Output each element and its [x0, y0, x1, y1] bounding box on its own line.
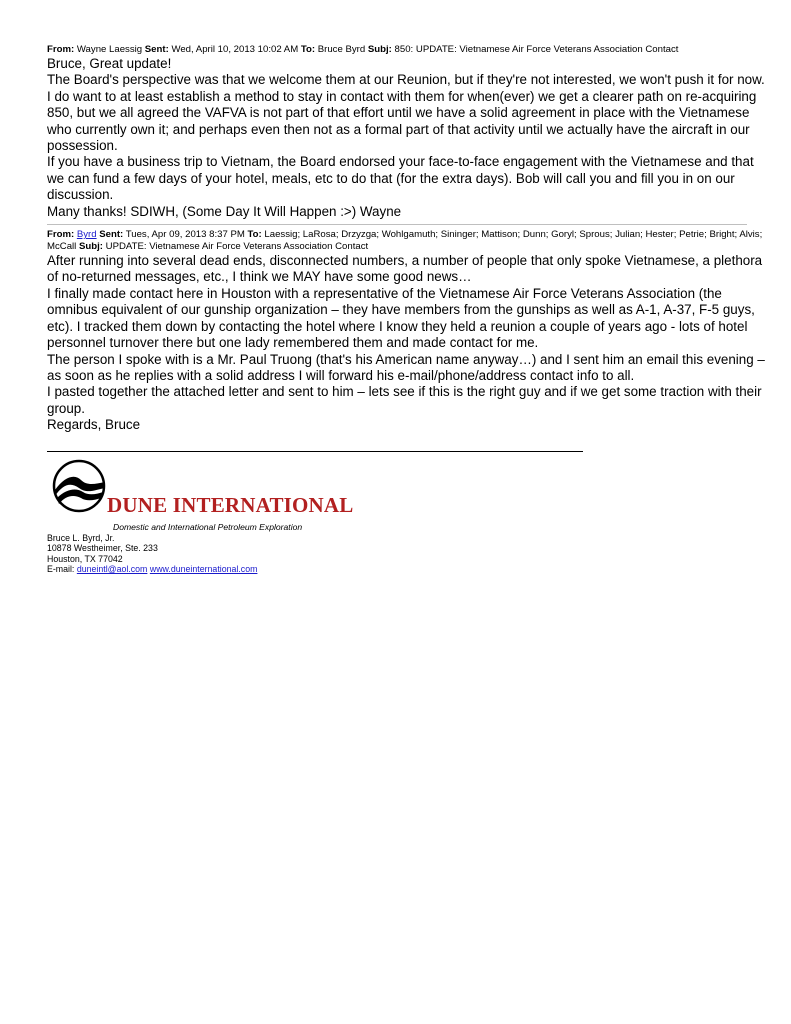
email-paragraph: If you have a business trip to Vietnam, the Board endorsed your face-to-face engagement with the Vietnamese and that we can fund a few days of your hotel, meals, etc to do that (for the extra days). Bob will call you and fill you in on our discussion.: [47, 154, 754, 203]
signature-block: [47, 452, 767, 592]
subject-value: UPDATE: Vietnamese Air Force Veterans Association Contact: [105, 241, 369, 253]
to-value: Laessig; LaRosa; Drzyzga; Wohlgamuth; Sininger; Mattison; Dunn; Goryl; Sprous; Julian; Hester; Petrie; Bright; Alvis; McCall: [47, 229, 763, 253]
email-paragraph: The Board's perspective was that we welcome them at our Reunion, but if they're not interested, we won't push it for now. I do want to at least establish a method to stay in contact with them for when(ever) we get a clearer path on re-acquiring 850, but we all agreed the VAFVA is not part of that effort until we have a solid agreement in place with the Vietnamese who currently own it; and perhaps even then not as a formal part of that activity until we actually have the aircraft in our possession.: [47, 72, 765, 154]
to-label: To:: [300, 44, 316, 55]
to-label: To:: [247, 229, 262, 241]
contact-details: [47, 533, 257, 575]
globe-wave-logo-icon: [51, 458, 109, 514]
email-divider: [47, 224, 747, 225]
company-tagline: Domestic and International Petroleum Exploration: [113, 521, 303, 532]
contact-address-line-1: 10878 Westheimer, Ste. 233: [47, 543, 158, 554]
website-link[interactable]: www.duneinternational.com: [149, 564, 258, 575]
subject-label: Subj:: [79, 241, 103, 253]
email-link[interactable]: duneintl@aol.com: [76, 564, 148, 575]
contact-email-line: [47, 564, 257, 575]
email-paragraph: I pasted together the attached letter and sent to him – lets see if this is the right guy and if we get some traction with their group.: [47, 384, 762, 416]
sent-value: Wed, April 10, 2013 10:02 AM: [171, 44, 299, 55]
company-name: DUNE INTERNATIONAL: [107, 492, 354, 517]
email-paragraph: The person I spoke with is a Mr. Paul Truong (that's his American name anyway…) and I sent him an email this evening – as soon as he replies with a solid address I will forward his e-mail/phone/address contact info to all.: [47, 351, 765, 383]
to-value: Bruce Byrd: [317, 44, 366, 55]
email-paragraph: Regards, Bruce: [47, 417, 141, 433]
email-thread: [47, 44, 767, 592]
contact-address-line-2: Houston, TX 77042: [47, 553, 123, 564]
email-paragraph: Bruce, Great update!: [47, 56, 172, 71]
email-paragraph: After running into several dead ends, disconnected numbers, a number of people that only spoke Vietnamese, a plethora of no-returned messages, etc., I think we MAY have some good news…: [47, 253, 763, 285]
email-header-2: [47, 229, 767, 253]
email-label: E-mail:: [47, 564, 75, 575]
subject-label: Subj:: [367, 44, 392, 55]
sent-label: Sent:: [144, 44, 169, 55]
sent-value: Tues, Apr 09, 2013 8:37 PM: [125, 229, 245, 241]
contact-name: Bruce L. Byrd, Jr.: [47, 532, 115, 543]
from-link[interactable]: Byrd: [76, 229, 97, 241]
sent-label: Sent:: [99, 229, 124, 241]
from-value: Wayne Laessig: [76, 44, 143, 55]
from-label: From:: [47, 229, 75, 241]
email-body-2: [47, 253, 767, 433]
email-paragraph: I finally made contact here in Houston with a representative of the Vietnamese Air Force Veterans Association (the omnibus equivalent of our gunship organization – they have members from the gunships as well as A-1, A-37, F-5 guys, etc). I tracked them down by contacting the hotel where I know they held a reunion a couple of years ago - lots of hotel personnel turnover there but one lady remembered them and made contact for me.: [47, 285, 755, 351]
email-paragraph: Many thanks! SDIWH, (Some Day It Will Happen :>) Wayne: [47, 203, 402, 219]
subject-value: 850: UPDATE: Vietnamese Air Force Veterans Association Contact: [394, 44, 679, 55]
email-header-1: [47, 44, 767, 56]
email-body-1: [47, 56, 767, 220]
from-label: From:: [47, 44, 75, 55]
